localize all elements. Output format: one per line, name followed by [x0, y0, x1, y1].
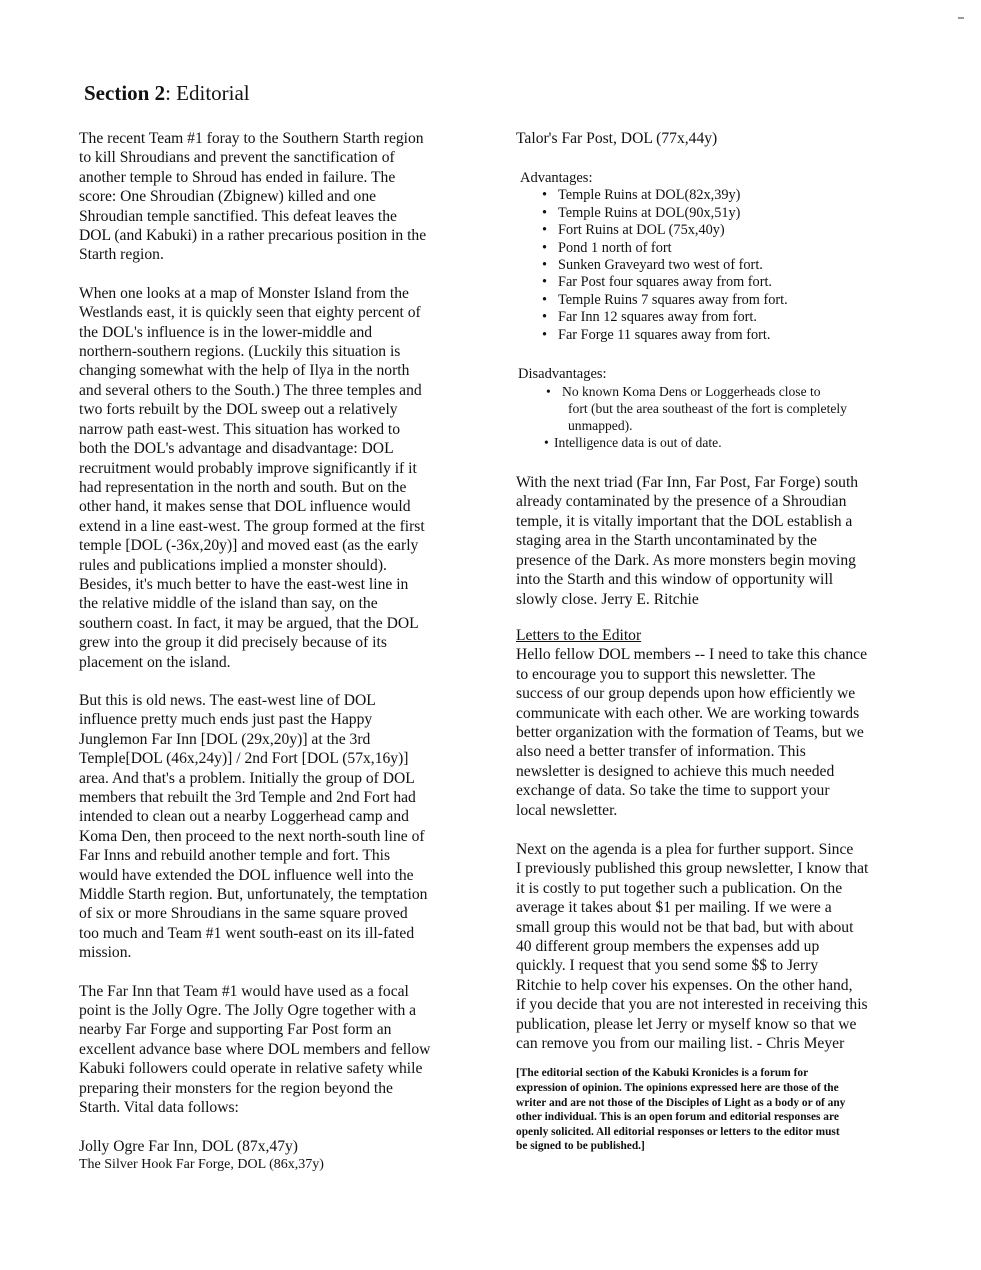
left-column — [79, 129, 471, 1174]
bullet-icon: • — [542, 309, 548, 326]
bullet-icon: • — [542, 222, 548, 239]
text-line: Westlands east, it is quickly seen that eighty percent of — [79, 304, 421, 322]
text-line: Shroudian temple sanctified. This defeat leaves the — [79, 207, 397, 225]
text-line: small group this would not be that bad, but with about — [516, 918, 854, 936]
editor-note — [516, 1066, 908, 1154]
triad-paragraph — [516, 473, 908, 609]
text-line: to kill Shroudians and prevent the sanctification of — [79, 149, 395, 167]
talor-far-post-title: Talor's Far Post, DOL (77x,44y) — [516, 130, 718, 147]
text-line: When one looks at a map of Monster Island from the — [79, 284, 409, 302]
text-line: Starth. Vital data follows: — [79, 1099, 239, 1117]
text-line: success of our group depends upon how efficiently we — [516, 685, 856, 703]
text-line: already contaminated by the presence of a Shroudian — [516, 493, 847, 511]
paragraph — [79, 982, 471, 1118]
advantage-text: Sunken Graveyard two west of fort. — [558, 257, 763, 274]
text-line: area. And that's a problem. Initially the group of DOL — [79, 769, 415, 787]
text-line: temple [DOL (-36x,20y)] and moved east (as the early — [79, 537, 419, 555]
text-line: into the Starth and this window of opportunity will — [516, 571, 834, 589]
text-line: The recent Team #1 foray to the Southern Starth region — [79, 130, 424, 147]
text-line: southern coast. In fact, it may be argued, that the DOL — [79, 614, 419, 632]
text-line: had representation in the north and south. But on the — [79, 478, 407, 496]
section-heading — [84, 80, 250, 106]
text-line: the DOL's influence is in the lower-middle and — [79, 323, 373, 341]
paragraph — [79, 129, 471, 265]
letters-paragraph — [516, 645, 908, 820]
text-line: also need a better transfer of information. This — [516, 743, 806, 761]
text-line: and several others to the South.) The three temples and — [79, 381, 422, 399]
letters-heading: Letters to the Editor — [516, 626, 642, 644]
text-line: publication, please let Jerry or myself know so that we — [516, 1015, 857, 1033]
bullet-icon: • — [546, 384, 551, 400]
text-line: Middle Starth region. But, unfortunately, the temptation — [79, 886, 428, 904]
text-line: Far Inns and rebuild another temple and fort. This — [79, 847, 391, 865]
text-line: Besides, it's much better to have the east-west line in — [79, 575, 409, 593]
text-line: to encourage you to support this newsletter. The — [516, 665, 816, 683]
advantages-list — [542, 187, 908, 344]
agenda-paragraph — [516, 840, 908, 1053]
text-line: score: One Shroudian (Zbignew) killed and one — [79, 188, 377, 206]
advantage-item — [542, 187, 908, 204]
advantage-item — [542, 309, 908, 326]
disadvantage-item-2 — [544, 434, 908, 451]
right-column — [516, 129, 908, 1154]
text-line: northern-southern regions. (Luckily this situation is — [79, 343, 401, 361]
advantage-item — [542, 222, 908, 239]
disadv-1-line-3: unmapped). — [568, 418, 633, 434]
text-line: Starth region. — [79, 246, 164, 264]
text-line: other individual. This is an open forum and editorial responses are — [516, 1111, 839, 1124]
text-line: [The editorial section of the Kabuki Kronicles is a forum for — [516, 1067, 809, 1080]
text-line: presence of the Dark. As more monsters begin moving — [516, 551, 856, 569]
advantage-item — [542, 292, 908, 309]
disadv-1-line-1: No known Koma Dens or Loggerheads close to — [562, 384, 821, 400]
bullet-icon: • — [542, 204, 548, 221]
text-line: exchange of data. So take the time to support your — [516, 782, 830, 800]
text-line: both the DOL's advantage and disadvantage: DOL — [79, 440, 394, 458]
text-line: two forts rebuilt by the DOL sweep out a relatively — [79, 401, 398, 419]
text-line: it is costly to put together such a publication. On the — [516, 879, 843, 897]
text-line: 40 different group members the expenses add up — [516, 938, 820, 955]
text-line: With the next triad (Far Inn, Far Post, Far Forge) south — [516, 474, 859, 492]
bullet-icon: • — [542, 187, 548, 204]
bullet-icon: • — [544, 435, 549, 451]
text-line: be signed to be published.] — [516, 1140, 645, 1153]
advantage-text: Temple Ruins 7 squares away from fort. — [558, 291, 788, 308]
section-title: : Editorial — [165, 81, 250, 105]
advantage-item — [542, 274, 908, 291]
text-line: But this is old news. The east-west line of DOL — [79, 691, 376, 709]
bullet-icon: • — [542, 257, 548, 274]
text-line: grew into the group it did precisely because of its — [79, 634, 387, 652]
bullet-icon: • — [542, 274, 548, 291]
text-line: mission. — [79, 944, 132, 962]
text-line: another temple to Shroud has ended in failure. The — [79, 168, 396, 186]
silver-hook-line: The Silver Hook Far Forge, DOL (86x,37y) — [79, 1156, 324, 1172]
text-line: expression of opinion. The opinions expressed here are those of the — [516, 1082, 839, 1095]
text-line: Hello fellow DOL members -- I need to take this chance — [516, 646, 868, 664]
disadv-1-line-2: fort (but the area southeast of the fort is completely — [568, 401, 847, 417]
text-line: slowly close. Jerry E. Ritchie — [516, 590, 699, 608]
advantage-text: Far Post four squares away from fort. — [558, 274, 773, 291]
text-line: Koma Den, then proceed to the next north-south line of — [79, 827, 425, 845]
disadvantages-label: Disadvantages: — [518, 366, 607, 383]
advantage-text: Fort Ruins at DOL (75x,40y) — [558, 222, 725, 239]
text-line: other hand, it makes sense that DOL influence would — [79, 498, 411, 516]
text-line: placement on the island. — [79, 653, 231, 671]
text-line: Kabuki followers could operate in relative safety while — [79, 1060, 423, 1078]
text-line: if you decide that you are not interested in receiving this — [516, 996, 868, 1014]
advantage-item — [542, 240, 908, 257]
text-line: extend in a line east-west. The group formed at the first — [79, 517, 425, 535]
advantage-item — [542, 327, 908, 344]
text-line: recruitment would probably improve significantly if it — [79, 459, 417, 477]
text-line: average it takes about $1 per mailing. If we were a — [516, 899, 832, 917]
text-line: intended to clean out a nearby Loggerhead camp and — [79, 808, 409, 826]
disadvantage-item-1 — [546, 383, 908, 434]
advantage-item — [542, 205, 908, 222]
text-line: writer and are not those of the Disciples of Light as a body or of any — [516, 1096, 846, 1109]
text-line: excellent advance base where DOL members and fellow — [79, 1040, 431, 1058]
text-line: of six or more Shroudians in the same square proved — [79, 905, 408, 923]
left-paragraphs — [79, 129, 471, 1118]
text-line: temple, it is vitally important that the DOL establish a — [516, 512, 853, 530]
text-line: The Far Inn that Team #1 would have used as a focal — [79, 982, 409, 1000]
advantages-label: Advantages: — [520, 170, 593, 187]
text-line: nearby Far Forge and supporting Far Post form an — [79, 1021, 392, 1039]
text-line: narrow path east-west. This situation has worked to — [79, 420, 401, 438]
text-line: Ritchie to help cover his expenses. On the other hand, — [516, 976, 853, 994]
text-line: too much and Team #1 went south-east on its ill-fated — [79, 924, 415, 942]
text-line: better organization with the formation of Teams, but we — [516, 723, 864, 741]
advantage-text: Far Forge 11 squares away from fort. — [558, 326, 771, 343]
text-line: preparing their monsters for the region beyond the — [79, 1079, 393, 1097]
paragraph — [79, 284, 471, 672]
text-line: changing somewhat with the help of Ilya in the north — [79, 362, 410, 380]
advantage-text: Pond 1 north of fort — [558, 239, 672, 256]
text-line: staging area in the Starth uncontaminated by the — [516, 532, 817, 550]
text-line: members that rebuilt the 3rd Temple and 2nd Fort had — [79, 789, 416, 806]
text-line: communicate with each other. We are working towards — [516, 704, 860, 722]
text-line: can remove you from our mailing list. - Chris Meyer — [516, 1035, 845, 1053]
disadv-2-line: Intelligence data is out of date. — [554, 435, 722, 451]
text-line: Temple[DOL (46x,24y)] / 2nd Fort [DOL (57x,16y)] — [79, 750, 409, 768]
text-line: rules and publications implied a monster should). — [79, 556, 387, 574]
text-line: local newsletter. — [516, 801, 618, 819]
text-line: influence pretty much ends just past the Happy — [79, 711, 373, 729]
jolly-ogre-line: Jolly Ogre Far Inn, DOL (87x,47y) — [79, 1137, 298, 1155]
text-line: Next on the agenda is a plea for further support. Since — [516, 840, 854, 858]
bullet-icon: • — [542, 326, 548, 343]
text-line: quickly. I request that you send some $$ to Jerry — [516, 957, 819, 975]
text-line: I previously published this group newsletter, I know that — [516, 860, 869, 878]
text-line: would have extended the DOL influence well into the — [79, 866, 414, 884]
scan-mark — [958, 17, 964, 19]
bullet-icon: • — [542, 239, 548, 256]
bullet-icon: • — [542, 291, 548, 308]
advantage-item — [542, 257, 908, 274]
advantage-text: Temple Ruins at DOL(82x,39y) — [558, 187, 741, 204]
paragraph — [79, 691, 471, 963]
text-line: DOL (and Kabuki) in a rather precarious position in the — [79, 227, 427, 245]
section-label: Section 2 — [84, 81, 166, 105]
text-line: newsletter is designed to achieve this much needed — [516, 762, 835, 780]
text-line: Junglemon Far Inn [DOL (29x,20y)] at the 3rd — [79, 730, 371, 748]
text-line: openly solicited. All editorial responses or letters to the editor must — [516, 1125, 840, 1138]
text-line: the relative middle of the island than say, on the — [79, 595, 378, 613]
advantage-text: Far Inn 12 squares away from fort. — [558, 309, 757, 326]
advantage-text: Temple Ruins at DOL(90x,51y) — [558, 204, 741, 221]
text-line: point is the Jolly Ogre. The Jolly Ogre together with a — [79, 1002, 417, 1020]
